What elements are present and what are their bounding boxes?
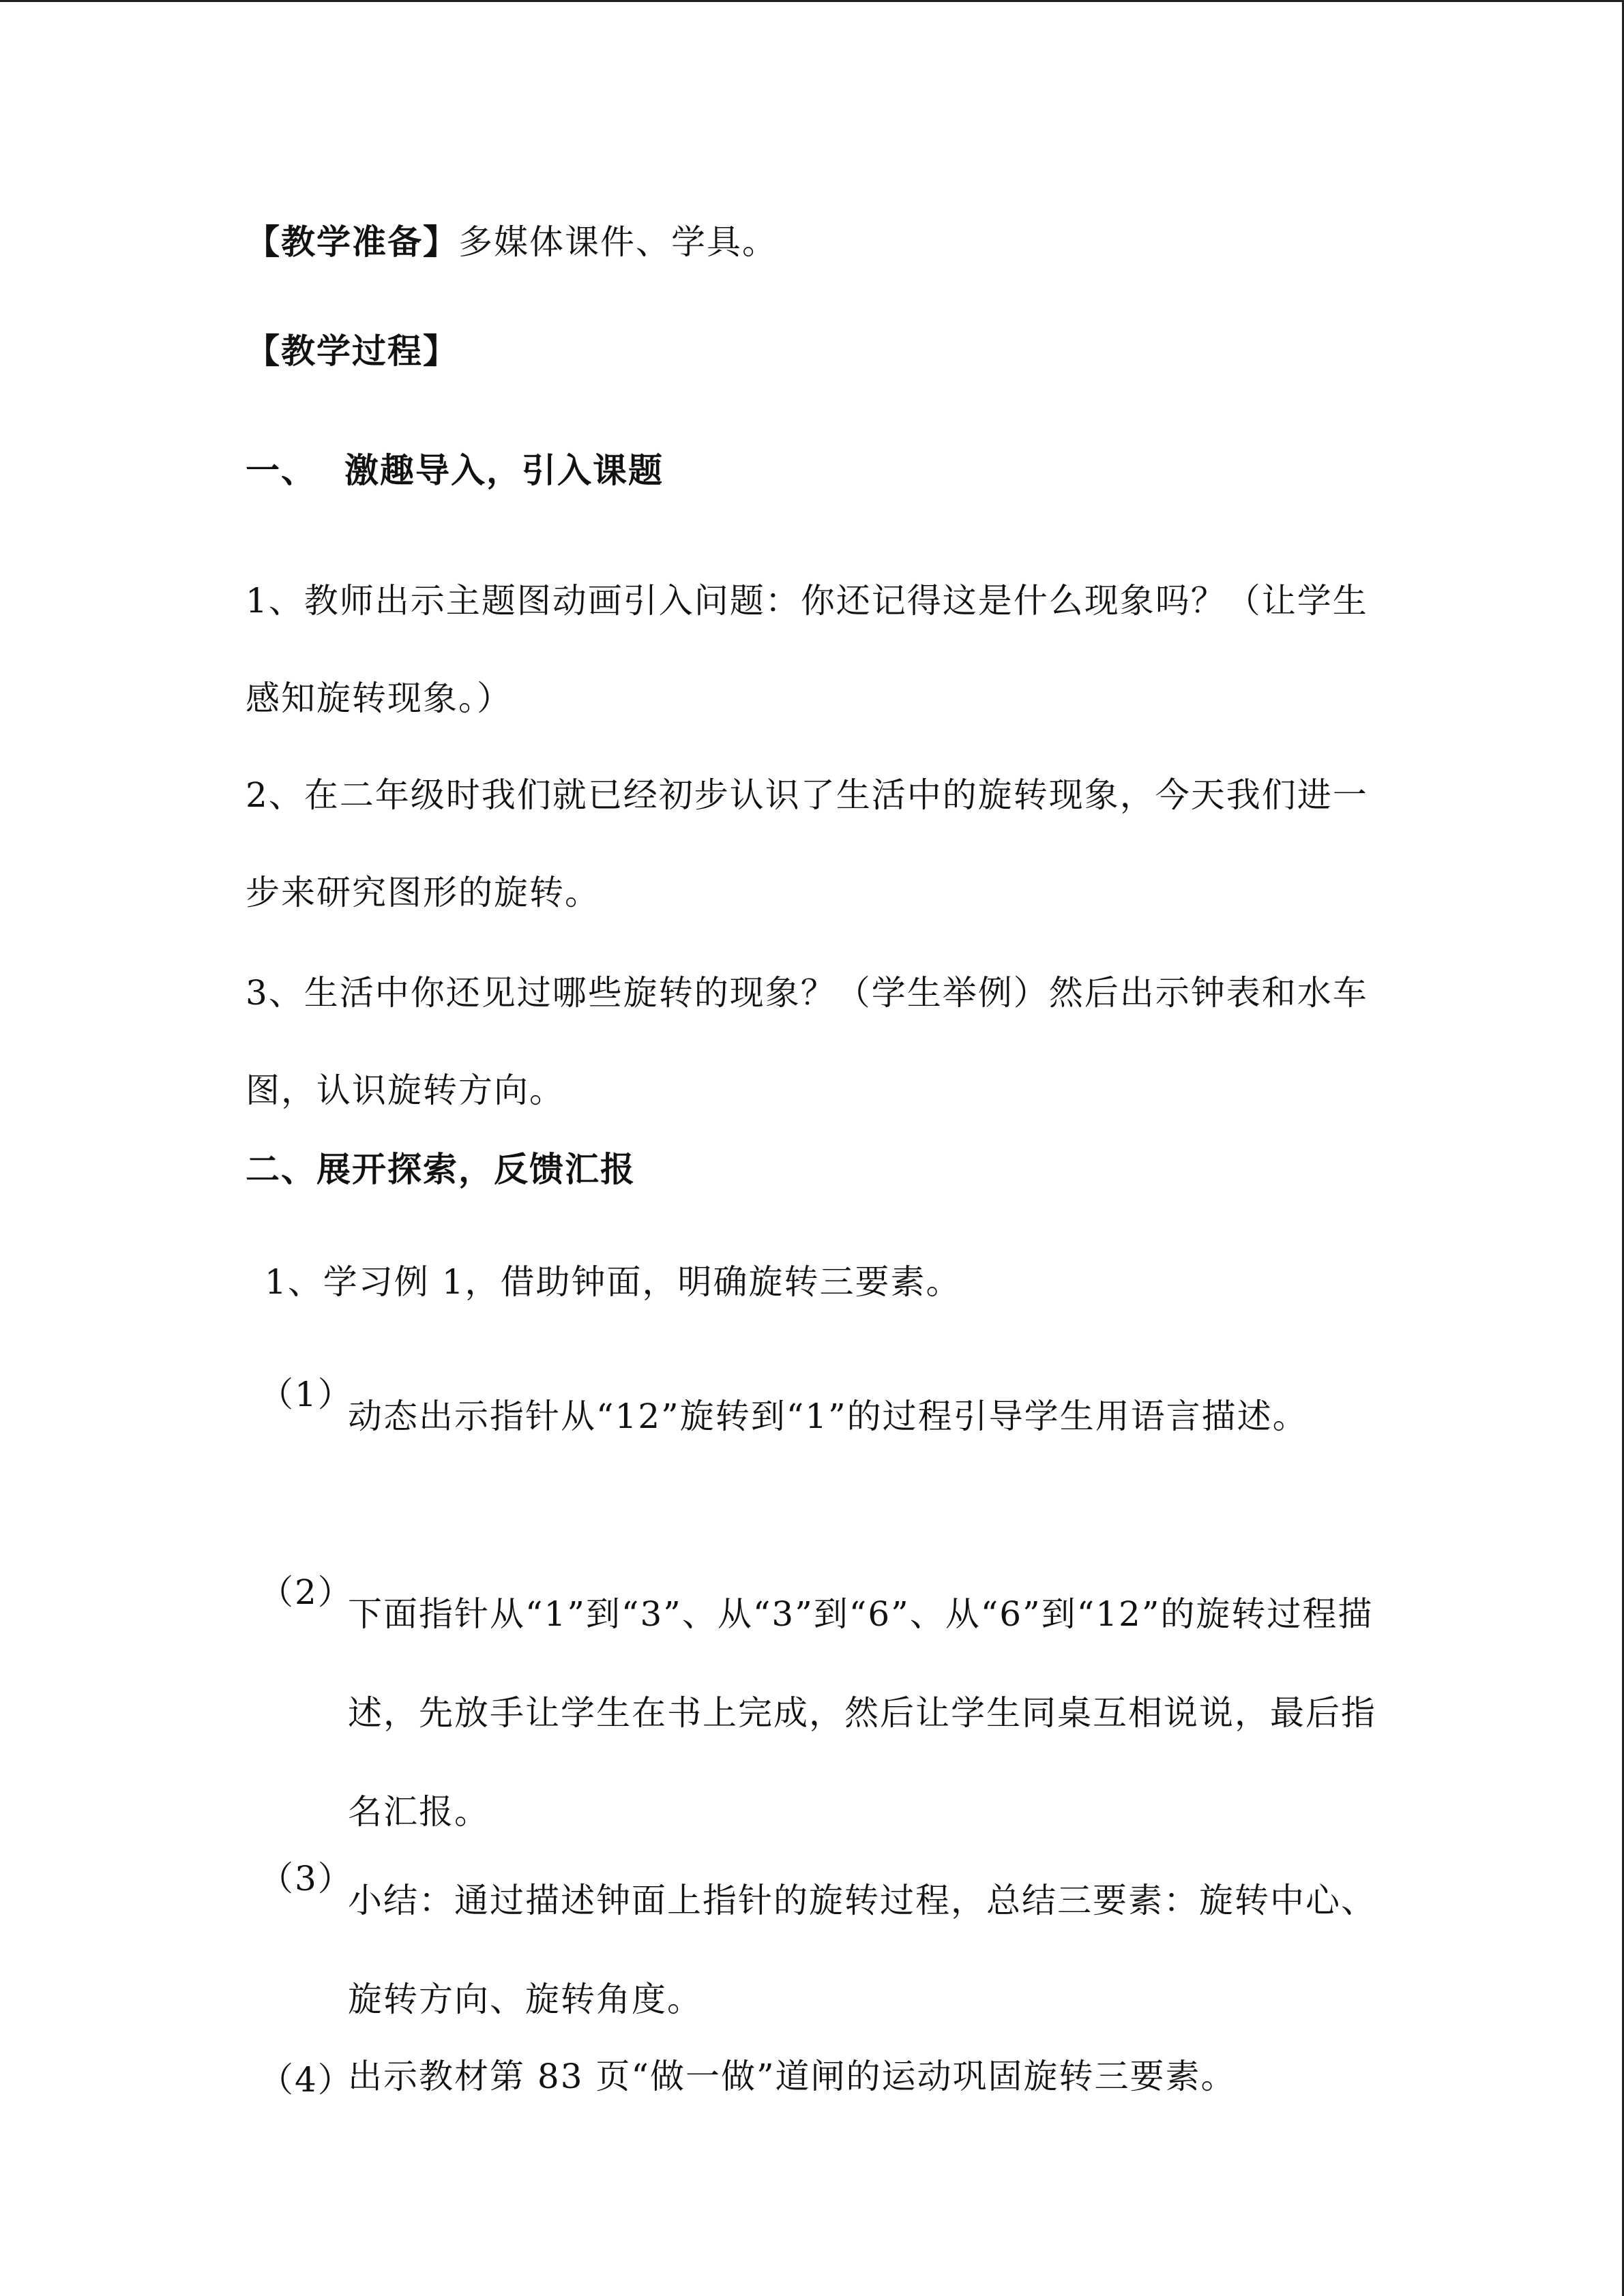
sub-item-2-number: （2） xyxy=(259,1572,353,1612)
section-2-heading: 二、展开探索，反馈汇报 xyxy=(246,1149,636,1189)
sub-item-4 xyxy=(259,2053,1378,2102)
section-1-item-2: 2、在二年级时我们就已经初步认识了生活中的旋转现象，今天我们进一步来研究图形的旋转。 xyxy=(246,775,1368,912)
section-1-number: 一、 xyxy=(246,450,316,490)
sub-item-4-number: （4） xyxy=(259,2060,353,2100)
sub-item-4-text: 出示教材第 83 页“做一做”道闸的运动巩固旋转三要素。 xyxy=(348,2057,1237,2096)
teaching-preparation-text: 多媒体课件、学具。 xyxy=(458,222,778,262)
top-border-rule xyxy=(0,0,1624,2)
sub-item-1-number: （1） xyxy=(259,1375,353,1414)
section-1-heading xyxy=(246,443,1378,492)
sub-item-3 xyxy=(259,1851,1378,2049)
sub-item-2 xyxy=(259,1565,1378,1862)
section-2-step-1: 1、学习例 1，借助钟面，明确旋转三要素。 xyxy=(265,1262,962,1302)
sub-item-1 xyxy=(259,1367,1378,1466)
sub-item-1-text: 动态出示指针从“12”旋转到“1”的过程引导学生用语言描述。 xyxy=(348,1397,1308,1436)
teaching-preparation xyxy=(246,218,1378,266)
sub-item-2-text: 下面指针从“1”到“3”、从“3”到“6”、从“6”到“12”的旋转过程描述，先放手让学生在书上完成，然后让学生同桌互相说说，最后指名汇报。 xyxy=(348,1594,1376,1832)
section-1-item-1: 1、教师出示主题图动画引入问题：你还记得这是什么现象吗？（让学生感知旋转现象。） xyxy=(246,581,1368,718)
sub-item-3-text: 小结：通过描述钟面上指针的旋转过程，总结三要素：旋转中心、旋转方向、旋转角度。 xyxy=(348,1881,1376,2019)
section-1-title: 激趣导入，引入课题 xyxy=(344,450,664,490)
teaching-process-heading: 【教学过程】 xyxy=(246,331,458,371)
section-1-item-3: 3、生活中你还见过哪些旋转的现象？（学生举例）然后出示钟表和水车图，认识旋转方向。 xyxy=(246,973,1368,1110)
sub-item-3-number: （3） xyxy=(259,1859,353,1898)
teaching-preparation-label: 【教学准备】 xyxy=(246,222,458,262)
